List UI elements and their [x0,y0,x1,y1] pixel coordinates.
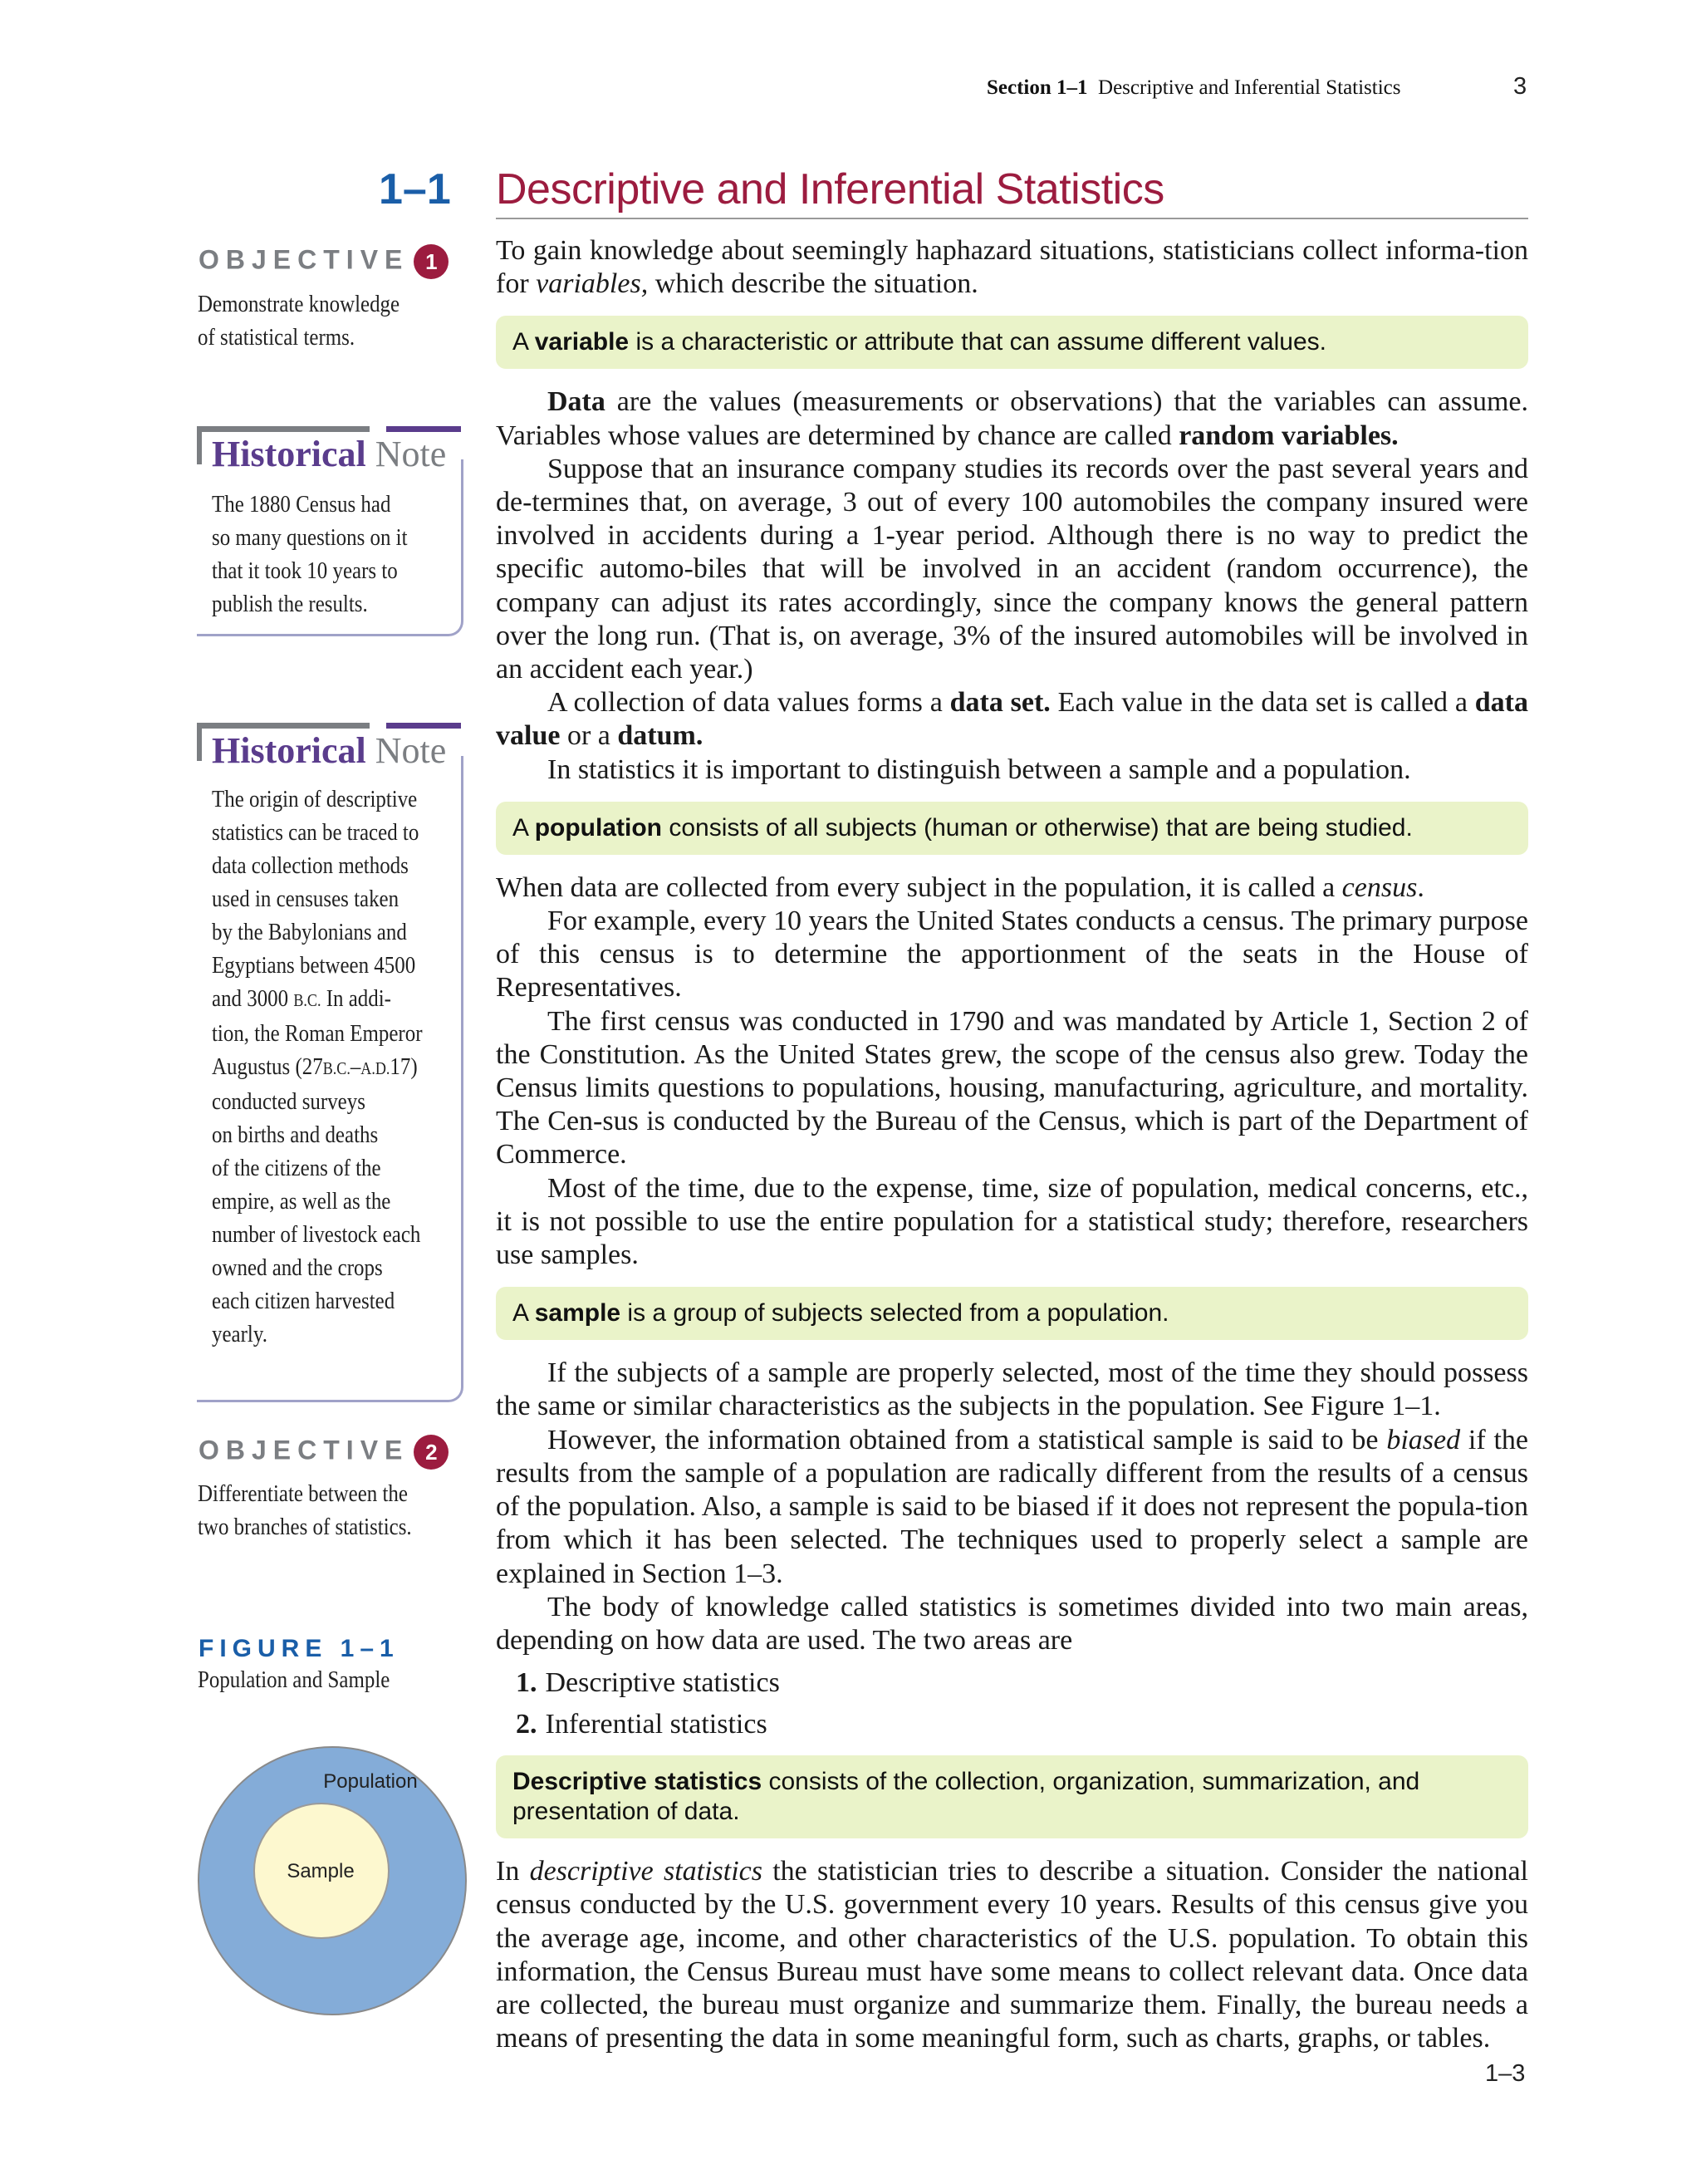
note-left-tick [197,723,202,761]
section-title: Descriptive and Inferential Statistics [496,165,1164,213]
paragraph: When data are collected from every subject in the population, it is called a census. [496,871,1424,903]
population-sample-figure [196,1745,470,2019]
list-item: 2. Inferential statistics [516,1709,767,1740]
paragraph: To gain knowledge about seemingly haphazard situations, statisticians collect informa-tion for variables, which describe the situation. [496,235,1528,300]
historical-note-body: The 1880 Census had so many questions on it that it took 10 years to publish the results. [212,491,408,617]
note-left-tick [197,426,202,464]
paragraph: For example, every 10 years the United States conducts a census. The primary purpose of this census is to determine the apportionment of the seats in the House of Representatives. [496,906,1528,1004]
note-bar-purple [386,426,461,432]
objective-2-line: two branches of statistics. [198,1514,412,1540]
page-number: 3 [1513,73,1527,100]
objective-label-text: OBJECTIVE [199,244,409,275]
footer-page-number: 1–3 [1485,2060,1526,2087]
objective-number-badge: 1 [414,244,449,279]
list-item: 1. Descriptive statistics [516,1667,780,1699]
objective-2-label [199,1435,449,1470]
numbered-list [496,1662,1528,1745]
definition-box-variable: A variable is a characteristic or attribute that can assume different values. [496,316,1528,369]
historical-note-body: The origin of descriptive statistics can be traced to data collection methods used in censuses taken by the Babylonians and Egyptians between 4500 and 3000 B.C. In addi- tion, the Roman Emperor Augustus (27B.C.–A.D.17) conducted surveys on births and deaths of the citizens of the empire, as well as the number of livestock each owned and the crops each citizen harvested yearly. [212,786,423,1347]
objective-1-line: Demonstrate knowledge [198,291,400,317]
objective-1-label [199,244,449,279]
running-head-section: Section 1–1 [987,76,1088,99]
objective-number-badge: 2 [414,1435,449,1470]
paragraph: Suppose that an insurance company studies its records over the past several years and de-termines that, on average, 3 out of every 100 automobiles the company insured were involved in accidents during a 1-year period. Although there is no way to predict the specific automo-biles that will be involved in an accident (random occurrence), the company can adjust its rates accordingly, since the company knows the general pattern over the long run. (That is, on average, 3% of the insured automobiles will be involved in an accident each year.) [496,453,1528,685]
historical-note-title: Historical Note [212,730,447,771]
objective-1-text [198,287,440,354]
objective-2-text [198,1477,440,1544]
paragraph: In statistics it is important to distinguish between a sample and a population. [547,753,1411,785]
objective-label-text: OBJECTIVE [199,1435,409,1465]
objective-1-line: of statistical terms. [198,324,355,351]
sample-label: Sample [287,1860,355,1882]
paragraph: Data are the values (measurements or observations) that the variables can assume. Variables whose values are determined by chance are called random variables. [496,386,1528,451]
paragraph: However, the information obtained from a statistical sample is said to be biased if the results from the sample of a population are radically different from the results of a census of the population. Also, a sample is said to be biased if it does not represent the popula-tion from which it has been selected. The techniques used to properly select a sample are explained in Section 1–3. [496,1424,1529,1589]
historical-note-title: Historical Note [212,434,447,474]
figure-label: FIGURE 1–1 [199,1635,400,1662]
historical-note-1 [197,426,461,636]
note-bar-gray [197,426,370,432]
section-rule [496,218,1528,219]
paragraph: Most of the time, due to the expense, time, size of population, medical concerns, etc., it is not possible to use the entire population for a statistical study; therefore, researchers use samples. [496,1172,1528,1271]
paragraph: If the subjects of a sample are properly selected, most of the time they should possess the same or similar characteristics as the subjects in the population. See Figure 1–1. [496,1357,1528,1422]
definition-box-descriptive: Descriptive statistics consists of the collection, organization, summarization, and presentation of data. [496,1755,1528,1838]
paragraph: A collection of data values forms a data set. Each value in the data set is called a data value or a datum. [496,687,1528,752]
definition-box-sample: A sample is a group of subjects selected from a population. [496,1287,1528,1340]
running-head-title: Descriptive and Inferential Statistics [1098,76,1401,99]
population-label: Population [323,1770,418,1793]
definition-box-population: A population consists of all subjects (human or otherwise) that are being studied. [496,802,1528,855]
paragraph: The body of knowledge called statistics is sometimes divided into two main areas, depending on how data are used. The two areas are [496,1591,1528,1656]
objective-2-line: Differentiate between the [198,1480,408,1507]
main-body [496,234,1528,2055]
note-bar-gray [197,723,370,729]
running-head [987,76,1435,100]
section-number: 1–1 [379,165,451,213]
note-bar-purple [386,723,461,729]
figure-caption: Population and Sample [198,1666,390,1693]
historical-note-2 [197,723,461,1369]
paragraph: The first census was conducted in 1790 and was mandated by Article 1, Section 2 of the Constitution. As the United States grew, the scope of the census also grew. Today the Census limits questions to populations, housing, manufacturing, agriculture, and mortality. The Cen-sus is conducted by the Bureau of the Census, which is part of the Department of Commerce. [496,1005,1528,1171]
paragraph: In descriptive statistics the statistician tries to describe a situation. Consider the national census conducted by the U.S. government every 10 years. Results of this census give you the average age, income, and other characteristics of the U.S. population. To obtain this information, the Census Bureau must have some means to collect relevant data. Once data are collected, the bureau must organize and summarize them. Finally, the bureau needs a means of presenting the data in some meaningful form, such as charts, graphs, or tables. [496,1856,1529,2054]
